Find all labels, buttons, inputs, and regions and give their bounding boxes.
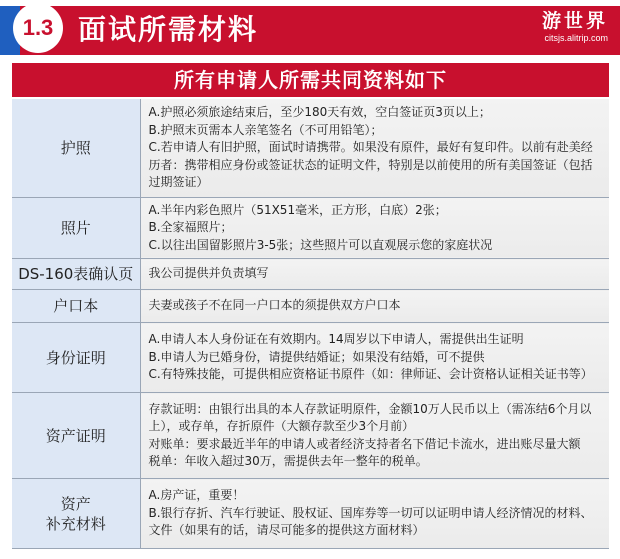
content-line: C.若申请人有旧护照，面试时请携带。如果没有原件，最好有复印件。以前有赴美经历者：携带相应身份或签证状态的证明文件，特别是以前使用的所有美国签证（包括过期签证） [148, 140, 593, 189]
page-title: 面试所需材料 [78, 13, 259, 46]
content-line: 税单：年收入超过30万，需提供去年一整年的税单。 [148, 454, 428, 468]
row-label: 资产证明 [12, 393, 140, 479]
row-label: 资产 补充材料 [12, 479, 140, 549]
content-line: 对账单：要求最近半年的申请人或者经济支持者名下借记卡流水，进出账尽量大额 [148, 436, 581, 451]
table-row [12, 99, 609, 197]
content-line: B.申请人为已婚身份，请提供结婚证；如果没有结婚，可不提供 [148, 349, 485, 364]
materials-table [12, 99, 609, 549]
brand-url: citsjs.alitrip.com [544, 33, 608, 43]
row-content [140, 290, 609, 323]
brand-logo [542, 6, 608, 43]
content-line: 存款证明：由银行出具的本人存款证明原件，金额10万人民币以上（需冻结6个月以上），或存单，存折原件（大额存款至少3个月前） [148, 401, 592, 433]
row-label: 护照 [12, 99, 140, 197]
table-row [12, 393, 609, 479]
row-content [140, 259, 609, 290]
table-row [12, 290, 609, 323]
table-row [12, 479, 609, 549]
row-label: 身份证明 [12, 323, 140, 393]
content-line: 夫妻或孩子不在同一户口本的须提供双方户口本 [148, 298, 401, 313]
content-line: A.房产证，重要！ [148, 488, 245, 503]
brand-name: 游世界 [541, 10, 608, 32]
row-content [140, 323, 609, 393]
row-content [140, 393, 609, 479]
row-content [140, 197, 609, 259]
row-content [140, 479, 609, 549]
content-line: C.有特殊技能，可提供相应资格证书原件（如：律师证、会计资格认证相关证书等） [148, 367, 593, 382]
table-row [12, 259, 609, 290]
content-line: B.护照末页需本人亲笔签名（不可用铅笔）； [148, 122, 383, 137]
row-label: 照片 [12, 197, 140, 259]
row-content [140, 99, 609, 197]
content-line: B.银行存折、汽车行驶证、股权证、国库券等一切可以证明申请人经济情况的材料、文件（如果有的话，请尽可能多的提供这方面材料） [148, 505, 593, 538]
content-line: A.半年内彩色照片（51X51毫米，正方形，白底）2张； [148, 202, 447, 217]
content-line: A.申请人本人身份证在有效期内。14周岁以下申请人，需提供出生证明 [148, 332, 524, 347]
content-line: C.以往出国留影照片3-5张；这些照片可以直观展示您的家庭状况 [148, 237, 493, 252]
row-label: 户口本 [12, 290, 140, 323]
content-line: B.全家福照片； [148, 220, 233, 234]
section-subtitle: 所有申请人所需共同资料如下 [12, 63, 609, 97]
table-row [12, 323, 609, 393]
content-line: A.护照必须旅途结束后，至少180天有效，空白签证页3页以上； [148, 105, 491, 119]
row-label: DS-160表确认页 [12, 259, 140, 290]
table-row [12, 197, 609, 259]
content-line: 我公司提供并负责填写 [148, 266, 269, 281]
section-number-badge: 1.3 [13, 3, 63, 53]
